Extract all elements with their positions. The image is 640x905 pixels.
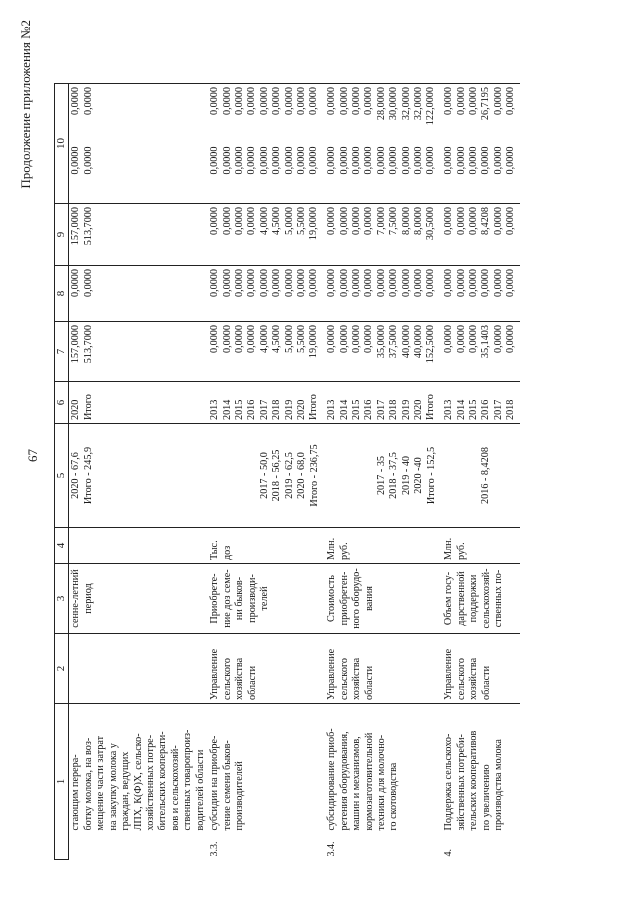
measure-name-line: вов и сельскохозяй- (169, 745, 181, 831)
value-col-6-line: 35,1403 (480, 325, 492, 359)
row-number: 4. (443, 849, 455, 857)
indicator-values-line: 2020 - 68,0 (296, 452, 308, 499)
years-line: 2017 (258, 399, 270, 420)
measure-name-line: машин и механизмов, (351, 736, 363, 831)
unit (325, 528, 442, 564)
years-line: 2013 (209, 399, 221, 420)
measure-name-line: ретения оборудования, (338, 731, 350, 831)
value-col-6-line: 0,0000 (351, 325, 362, 354)
value-col-10-line: 26,7195 (480, 87, 492, 121)
value-col-6-line: 5,0000 (283, 325, 295, 354)
indicator-values-line: 2017 - 35 (375, 455, 387, 496)
value-col-8-line: 0,0000 (209, 207, 221, 236)
executor-line: хозяйства (468, 657, 480, 700)
measure-name-line: Поддержка сельскохо- (443, 733, 455, 831)
indicator-line: ственных по- (492, 569, 504, 628)
value-col-10 (325, 84, 442, 144)
value-col-7-line: 0,0000 (425, 269, 437, 298)
col-header-4: 4 (55, 528, 69, 564)
row-number (69, 834, 208, 860)
value-col-8-line: 4,0000 (258, 207, 270, 236)
years-line: 2019 (283, 399, 295, 420)
value-col-8-line: 4,5000 (271, 207, 283, 236)
years-line: 2016 (480, 399, 492, 420)
executor-line: хозяйства (234, 657, 246, 700)
years-line: Итого (425, 394, 437, 420)
value-col-7 (442, 266, 520, 322)
value-col-10-line: 0,0000 (338, 87, 350, 116)
measure-name (325, 704, 442, 834)
value-col-8-line: 8,0000 (400, 207, 412, 236)
value-col-6 (442, 322, 520, 382)
value-col-10-line: 0,0000 (295, 87, 307, 116)
executor-line: Управление (443, 648, 455, 700)
indicator-values-line: Итого - 245,9 (82, 446, 94, 505)
value-col-9-line: 0,0000 (338, 146, 350, 175)
value-col-10-line: 32,0000 (400, 87, 412, 121)
value-col-9-line: 0,0000 (412, 146, 424, 175)
executor-line: области (246, 665, 258, 700)
value-col-8-line: 0,0000 (455, 207, 467, 236)
value-col-8-line: 19,0000 (308, 207, 320, 241)
indicator-values-line: Итого - 236,75 (308, 444, 320, 507)
value-col-7-line: 0,0000 (246, 269, 258, 298)
value-col-6-line: 40,0000 (412, 325, 424, 359)
col-header-1: 1 (55, 704, 69, 860)
measure-name-line: производителей (234, 761, 246, 831)
value-col-8-line: 8,0000 (412, 207, 424, 236)
executor-line: области (363, 665, 375, 700)
indicator-line: Объем госу- (443, 571, 455, 626)
measure-name-line: зяйственных потреби- (455, 734, 467, 831)
measure-name (69, 704, 208, 834)
value-col-7-line: 0,0000 (443, 269, 455, 298)
years (69, 382, 208, 424)
value-col-10-line: 0,0000 (70, 87, 82, 116)
measure-name-line: тение семени быков- (221, 740, 233, 831)
value-col-9-line: 0,0000 (295, 146, 307, 175)
value-col-10-line: 0,0000 (246, 87, 258, 116)
executor-line: Управление (326, 648, 338, 700)
value-col-6-line: 0,0000 (246, 325, 258, 354)
value-col-8-line: 7,0000 (375, 207, 387, 236)
years-line: 2020 (70, 399, 82, 420)
indicator-line: Стоимость (326, 575, 338, 622)
value-col-10 (442, 84, 520, 144)
indicator-line: поддержки (468, 574, 480, 623)
years-line: 2013 (443, 399, 455, 420)
value-col-8-line: 7,5000 (388, 207, 400, 236)
measure-name-line: го скотоводства (388, 762, 400, 831)
col-header-9: 9 (55, 204, 69, 266)
value-col-8-line: 0,0000 (492, 207, 504, 236)
row-number: 3.3. (209, 841, 221, 857)
value-col-7 (208, 266, 325, 322)
years-line: 2018 (388, 399, 400, 420)
value-col-9-line: 0,0000 (258, 146, 270, 175)
value-col-6-line: 0,0000 (363, 325, 375, 354)
indicator-line: телей (258, 586, 270, 611)
unit-line: Млн. (443, 537, 455, 560)
value-col-7-line: 0,0000 (295, 269, 307, 298)
indicator-values (69, 424, 208, 528)
value-col-9-line: 0,0000 (234, 146, 245, 175)
value-col-10 (69, 84, 208, 144)
years-line: 2014 (455, 399, 467, 420)
years-line: 2016 (363, 399, 375, 420)
years-line: 2016 (246, 399, 258, 420)
value-col-8-line: 0,0000 (363, 207, 375, 236)
value-col-6-line: 0,0000 (338, 325, 350, 354)
executor-line: области (480, 665, 492, 700)
program-table (54, 83, 520, 860)
value-col-9-line: 0,0000 (375, 146, 387, 175)
years-line: 2014 (221, 399, 233, 420)
value-col-9-line: 0,0000 (246, 146, 258, 175)
indicator-line: приобретен- (338, 571, 350, 626)
value-col-6-line: 19,0000 (308, 325, 320, 359)
indicator-line: дарственной (455, 571, 467, 626)
indicator-values (325, 424, 442, 528)
col-header-10: 10 (55, 84, 69, 204)
value-col-7-line: 0,0000 (468, 269, 479, 298)
measure-name-line: стающим перера- (70, 754, 82, 831)
value-col-9-line: 0,0000 (425, 146, 437, 175)
value-col-9-line: 0,0000 (308, 146, 320, 175)
indicator-values-line: 2019 - 62,5 (283, 452, 295, 499)
value-col-9-line: 0,0000 (351, 146, 362, 175)
indicator-values-line: 2020 - 67,6 (70, 452, 82, 499)
col-header-5: 5 (55, 424, 69, 528)
years (442, 382, 520, 424)
value-col-10-line: 0,0000 (308, 87, 320, 116)
indicator-values-line: Итого - 152,5 (425, 446, 437, 505)
value-col-7 (69, 266, 208, 322)
indicator (442, 564, 520, 634)
measure-name-line: техники для молочно- (375, 734, 387, 831)
continuation-title: Продолжение приложения №2 (18, 20, 33, 189)
col-header-6: 6 (55, 382, 69, 424)
value-col-10-line: 0,0000 (221, 87, 233, 116)
indicator (325, 564, 442, 634)
value-col-10-line: 0,0000 (326, 87, 338, 116)
value-col-6-line: 157,0000 (70, 325, 82, 364)
years-line: 2018 (505, 399, 517, 420)
value-col-7-line: 0,0000 (412, 269, 424, 298)
value-col-8-line: 5,0000 (283, 207, 295, 236)
indicator-values-line: 2018 - 56,25 (271, 449, 283, 502)
measure-name-line: производства молока (492, 739, 504, 831)
years-line: Итого (308, 394, 320, 420)
value-col-7-line: 0,0000 (505, 269, 517, 298)
value-col-9-line: 0,0000 (492, 146, 504, 175)
value-col-7 (325, 266, 442, 322)
col-header-8: 8 (55, 266, 69, 322)
value-col-10-line: 0,0000 (363, 87, 375, 116)
value-col-9 (208, 144, 325, 204)
value-col-9 (69, 144, 208, 204)
value-col-10-line: 32,0000 (412, 87, 424, 121)
value-col-8-line: 0,0000 (221, 207, 233, 236)
value-col-9-line: 0,0000 (455, 146, 467, 175)
value-col-7-line: 0,0000 (258, 269, 270, 298)
indicator-line: ние доз семе- (221, 569, 233, 628)
value-col-7-line: 0,0000 (338, 269, 350, 298)
value-col-9-line: 0,0000 (388, 146, 400, 175)
indicator (208, 564, 325, 634)
table-row (325, 84, 442, 860)
value-col-6 (208, 322, 325, 382)
value-col-9-line: 0,0000 (70, 146, 82, 175)
years-line: 2020 (412, 399, 424, 420)
measure-name-line: хозяйственных потре- (145, 734, 157, 831)
value-col-6-line: 0,0000 (221, 325, 233, 354)
indicator-values (442, 424, 520, 528)
value-col-6-line: 0,0000 (209, 325, 221, 354)
measure-name-line: на закупку молока у (107, 743, 119, 831)
value-col-7-line: 0,0000 (283, 269, 295, 298)
value-col-7-line: 0,0000 (455, 269, 467, 298)
executor-line: Управление (209, 648, 221, 700)
value-col-9-line: 0,0000 (221, 146, 233, 175)
value-col-8-line: 0,0000 (246, 207, 258, 236)
measure-name-line: тельских кооперативов (468, 730, 480, 831)
table-row (69, 84, 208, 860)
value-col-6-line: 5,5000 (295, 325, 307, 354)
value-col-10-line: 0,0000 (492, 87, 504, 116)
value-col-7-line: 0,0000 (480, 269, 492, 298)
value-col-9-line: 0,0000 (400, 146, 412, 175)
indicator-values-line: 2016 - 8,4208 (480, 447, 492, 504)
value-col-9-line: 0,0000 (468, 146, 479, 175)
value-col-10-line: 30,0000 (388, 87, 400, 121)
executor-line: хозяйства (351, 657, 363, 700)
value-col-7-line: 0,0000 (209, 269, 221, 298)
years-line: 2014 (338, 399, 350, 420)
value-col-10-line: 0,0000 (455, 87, 467, 116)
indicator-values-line: 2017 - 50,0 (258, 452, 270, 499)
value-col-9-line: 0,0000 (271, 146, 283, 175)
value-col-6-line: 0,0000 (443, 325, 455, 354)
executor-line: сельского (455, 658, 467, 700)
col-header-2: 2 (55, 634, 69, 704)
value-col-7-line: 0,0000 (308, 269, 320, 298)
value-col-8 (442, 204, 520, 266)
indicator-values-line: 2019 - 40 (400, 455, 412, 496)
value-col-9-line: 0,0000 (505, 146, 517, 175)
indicator-line: ного оборудо- (351, 568, 363, 629)
value-col-9-line: 0,0000 (363, 146, 375, 175)
value-col-10-line: 0,0000 (468, 87, 479, 116)
value-col-8 (325, 204, 442, 266)
value-col-6-line: 513,7000 (82, 325, 94, 364)
measure-name-line: водителей области (194, 749, 206, 831)
value-col-8-line: 157,0000 (70, 207, 82, 246)
measure-name-line: субсидирование приоб- (326, 728, 338, 831)
indicator-line: Приобрете- (209, 573, 221, 624)
indicator-line: ни быков- (234, 576, 246, 621)
value-col-6-line: 0,0000 (234, 325, 245, 354)
value-col-9 (325, 144, 442, 204)
value-col-6-line: 37,5000 (388, 325, 400, 359)
value-col-6-line: 0,0000 (468, 325, 479, 354)
indicator-line: производи- (246, 574, 258, 623)
value-col-9-line: 0,0000 (82, 146, 94, 175)
measure-name (208, 704, 325, 834)
value-col-9 (442, 144, 520, 204)
value-col-8-line: 0,0000 (351, 207, 362, 236)
indicator-line: сельскохозяй- (480, 568, 492, 629)
value-col-9-line: 0,0000 (326, 146, 338, 175)
unit (442, 528, 520, 564)
table-row (208, 84, 325, 860)
measure-name-line: бительских кооперати- (157, 731, 169, 831)
years-line: 2013 (326, 399, 338, 420)
value-col-8-line: 5,5000 (295, 207, 307, 236)
row-number: 3.4. (326, 841, 338, 857)
measure-name-line: граждан, ведущих (120, 751, 132, 831)
measure-name-line: ЛПХ, К(Ф)Х, сельско- (132, 733, 144, 831)
value-col-7-line: 0,0000 (492, 269, 504, 298)
measure-name (442, 704, 520, 834)
header-row (55, 84, 69, 860)
value-col-10-line: 28,0000 (375, 87, 387, 121)
value-col-7-line: 0,0000 (351, 269, 362, 298)
executor (325, 634, 442, 704)
value-col-8-line: 0,0000 (338, 207, 350, 236)
value-col-6-line: 0,0000 (455, 325, 467, 354)
value-col-10-line: 0,0000 (209, 87, 221, 116)
value-col-10-line: 0,0000 (351, 87, 362, 116)
value-col-8-line: 0,0000 (505, 207, 517, 236)
unit-line: руб. (338, 542, 350, 560)
col-header-3: 3 (55, 564, 69, 634)
value-col-10 (208, 84, 325, 144)
value-col-6-line: 35,0000 (375, 325, 387, 359)
years-line: 2018 (271, 399, 283, 420)
value-col-6-line: 152,5000 (425, 325, 437, 364)
indicator-values-line: 2020 -40 (413, 457, 425, 494)
value-col-6 (69, 322, 208, 382)
measure-name-line: кормозаготовительной (363, 732, 375, 831)
indicator-line: сенне-летний (70, 569, 82, 628)
unit (208, 528, 325, 564)
unit-line: Тыс. (209, 540, 221, 560)
value-col-7-line: 0,0000 (70, 269, 82, 298)
value-col-7-line: 0,0000 (375, 269, 387, 298)
years-line: 2017 (492, 399, 504, 420)
years (208, 382, 325, 424)
unit-line: Млн. (326, 537, 338, 560)
value-col-7-line: 0,0000 (234, 269, 245, 298)
indicator (69, 564, 208, 634)
years-line: 2019 (400, 399, 412, 420)
years-line: 2020 (295, 399, 307, 420)
value-col-10-line: 0,0000 (82, 87, 94, 116)
value-col-6-line: 40,0000 (400, 325, 412, 359)
table-row (442, 84, 520, 860)
page-number: 67 (25, 449, 40, 462)
value-col-8 (208, 204, 325, 266)
value-col-6-line: 0,0000 (505, 325, 517, 354)
value-col-8-line: 0,0000 (468, 207, 479, 236)
value-col-7-line: 0,0000 (326, 269, 338, 298)
unit (69, 528, 208, 564)
value-col-7-line: 0,0000 (221, 269, 233, 298)
measure-name-line: по увеличению (480, 764, 492, 831)
value-col-6 (325, 322, 442, 382)
years-line: 2015 (468, 399, 479, 420)
value-col-9-line: 0,0000 (283, 146, 295, 175)
value-col-9-line: 0,0000 (480, 146, 492, 175)
value-col-6-line: 4,0000 (258, 325, 270, 354)
value-col-8-line: 30,5000 (425, 207, 437, 241)
value-col-8-line: 513,7000 (82, 207, 94, 246)
value-col-10-line: 0,0000 (443, 87, 455, 116)
value-col-6-line: 0,0000 (326, 325, 338, 354)
executor-line: сельского (221, 658, 233, 700)
value-col-9-line: 0,0000 (209, 146, 221, 175)
value-col-8-line: 8,4208 (480, 207, 492, 236)
measure-name-line: ботку молока, на воз- (82, 737, 94, 831)
measure-name-line: ственных товаропроиз- (182, 729, 194, 831)
indicator-values (208, 424, 325, 528)
value-col-7-line: 0,0000 (271, 269, 283, 298)
executor (69, 634, 208, 704)
value-col-10-line: 122,0000 (425, 87, 437, 126)
indicator-line: период (82, 583, 94, 614)
years-line: 2015 (234, 399, 245, 420)
value-col-7-line: 0,0000 (400, 269, 412, 298)
executor (442, 634, 520, 704)
years-line: Итого (82, 394, 94, 420)
indicator-values-line: 2018 - 37,5 (388, 452, 400, 499)
value-col-10-line: 0,0000 (271, 87, 283, 116)
value-col-10-line: 0,0000 (505, 87, 517, 116)
value-col-8-line: 0,0000 (234, 207, 245, 236)
measure-name-line: субсидии на приобре- (209, 735, 221, 831)
value-col-10-line: 0,0000 (258, 87, 270, 116)
unit-line: доз (221, 545, 233, 560)
value-col-8-line: 0,0000 (326, 207, 338, 236)
value-col-10-line: 0,0000 (283, 87, 295, 116)
value-col-6-line: 0,0000 (492, 325, 504, 354)
years-line: 2017 (375, 399, 387, 420)
value-col-9-line: 0,0000 (443, 146, 455, 175)
executor-line: сельского (338, 658, 350, 700)
value-col-10-line: 0,0000 (234, 87, 245, 116)
value-col-8 (69, 204, 208, 266)
value-col-7-line: 0,0000 (388, 269, 400, 298)
unit-line: руб. (455, 542, 467, 560)
executor (208, 634, 325, 704)
col-header-7: 7 (55, 322, 69, 382)
measure-name-line: мещение части затрат (95, 735, 107, 831)
years-line: 2015 (351, 399, 362, 420)
value-col-6-line: 4,5000 (271, 325, 283, 354)
value-col-8-line: 0,0000 (443, 207, 455, 236)
indicator-line: вания (363, 586, 375, 611)
value-col-7-line: 0,0000 (82, 269, 94, 298)
value-col-7-line: 0,0000 (363, 269, 375, 298)
years (325, 382, 442, 424)
